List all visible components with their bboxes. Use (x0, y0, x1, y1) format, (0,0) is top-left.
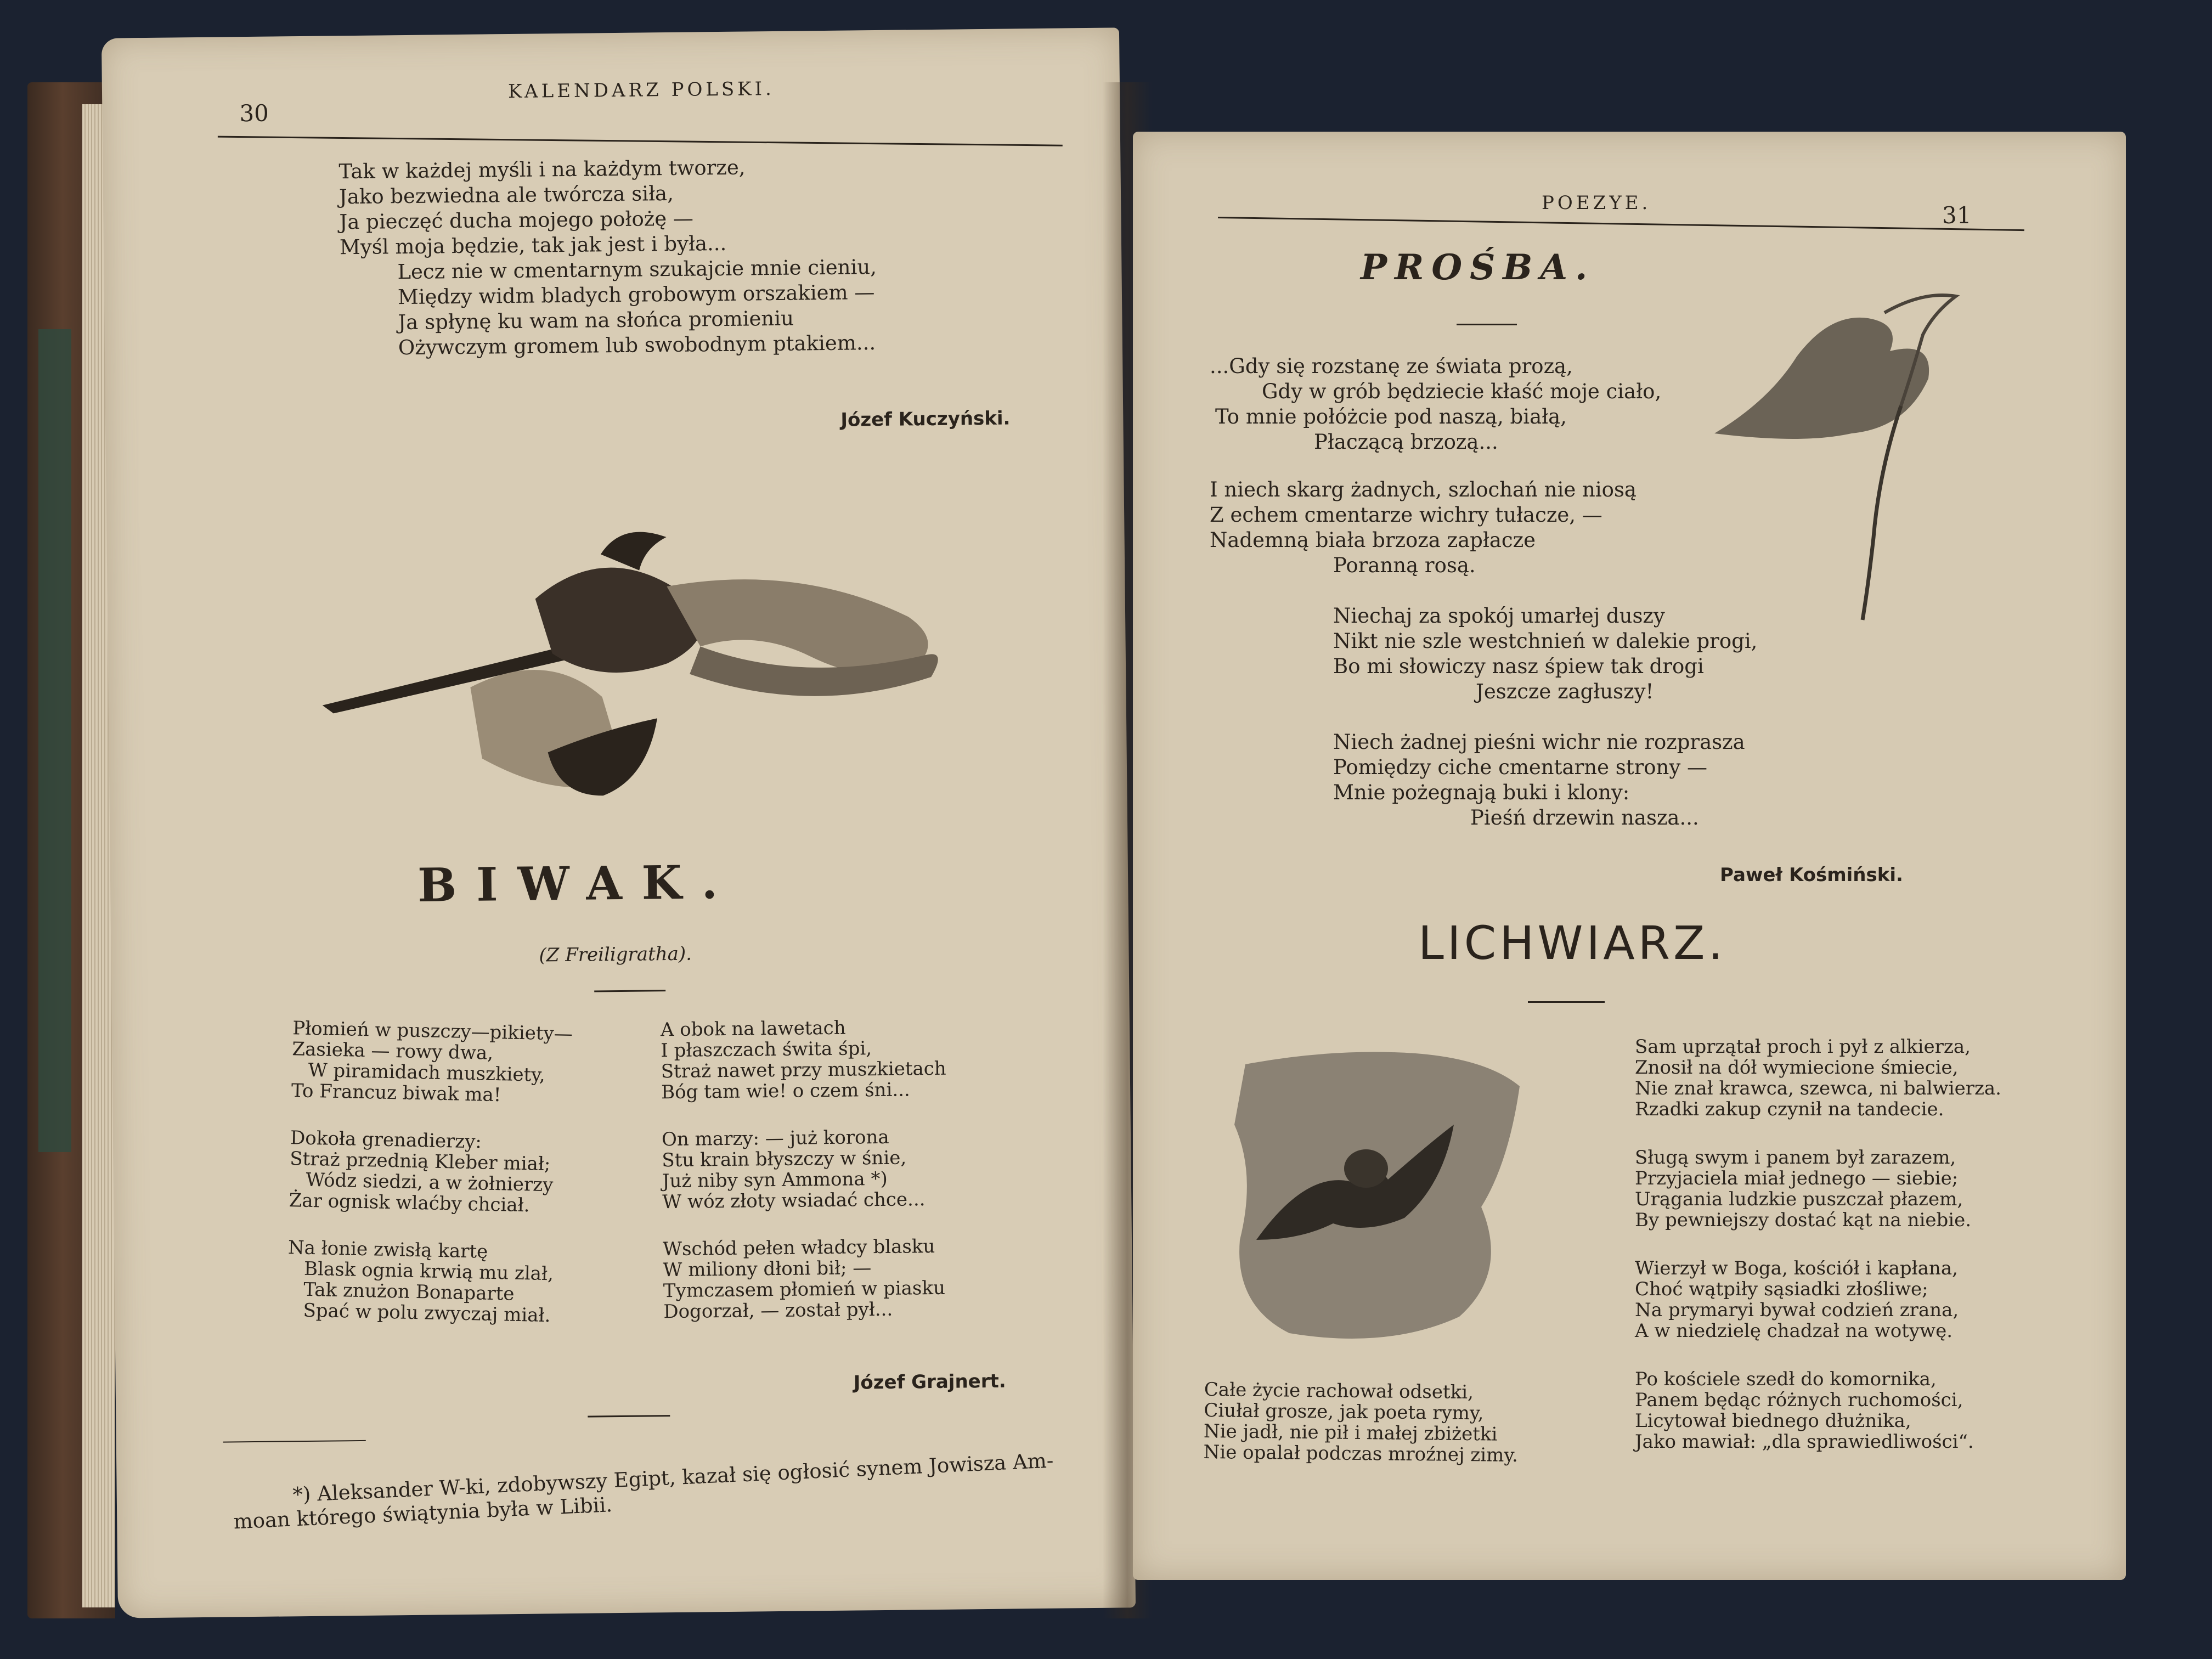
poem-line: Wschód pełen władcy blasku (662, 1235, 935, 1261)
poem-line: Urągania ludzkie puszczał płazem, (1635, 1188, 1963, 1210)
poem-line: W piramidach muszkiety, (308, 1059, 546, 1086)
poem-line: To Francuz biwak ma! (291, 1080, 501, 1107)
title-biwak: BIWAK. (417, 854, 738, 912)
poem-line: Wódz siedzi, a w żołnierzy (306, 1169, 554, 1197)
poem-line: Tymczasem płomień w piasku (663, 1277, 946, 1302)
poem-line: Gdy w grób będziecie kłaść moje ciało, (1262, 380, 1662, 403)
header-rule-left (218, 136, 1063, 146)
title-lichwiarz: LICHWIARZ. (1418, 916, 1726, 970)
poem-line: Ja pieczęć ducha mojego położę — (339, 206, 694, 234)
poem-line: Stu krain błyszczy w śnie, (662, 1147, 907, 1172)
footnote-rule (223, 1440, 366, 1443)
poem-line: W wóz złoty wsiadać chce... (662, 1188, 926, 1214)
poem-line: Pieśń drzewin nasza... (1470, 806, 1699, 830)
poem-line: Myśl moja będzie, tak jak jest i była... (339, 231, 727, 259)
poem-line: Żar ognisk wlaćby chciał. (289, 1189, 530, 1217)
left-page (101, 27, 1136, 1618)
poem-line: Sługą swym i panem był zarazem, (1635, 1147, 1956, 1169)
author-grajnert: Józef Grajnert. (853, 1370, 1006, 1394)
bat-illustration (1223, 1042, 1533, 1350)
poem-line: Straż przednią Kleber miał; (289, 1148, 551, 1176)
poem-line: Przyjaciela miał jednego — siebie; (1635, 1167, 1959, 1189)
poem-line: Ja spłynę ku wam na słońca promieniu (398, 306, 794, 335)
poem-line: Sam uprzątał proch i pył z alkierza, (1635, 1036, 1971, 1058)
poem-line: Blask ognia krwią mu zlał, (303, 1257, 554, 1285)
poem-line: Nikt nie szle westchnień w dalekie progi, (1333, 629, 1758, 653)
subtitle-freiligrath: (Z Freiligratha). (539, 943, 692, 967)
poem-line: Choć wątpiły sąsiadki złośliwe; (1635, 1278, 1928, 1300)
poem-line: On marzy: — już korona (661, 1126, 889, 1151)
poem-line: A obok na lawetach (660, 1017, 846, 1041)
poem-line: Ciułał grosze, jak poeta rymy, (1204, 1399, 1484, 1425)
poem-line: Niech żadnej pieśni wichr nie rozprasza (1333, 730, 1745, 754)
poem-line: Całe życie rachował odsetki, (1204, 1379, 1474, 1404)
poem-line: Na łonie zwisłą kartę (287, 1237, 488, 1263)
poem-line: Nie opalał podczas mroźnej zimy. (1203, 1441, 1519, 1466)
poem-line: Na prymaryi bywał codzień zrana, (1635, 1299, 1959, 1321)
poem-line: Między widm bladych grobowym orszakiem — (397, 280, 875, 309)
poem-line: Dokoła grenadierzy: (290, 1127, 482, 1153)
poem-line: Nie jadł, nie pił i małej zbiżetki (1203, 1420, 1498, 1446)
poem-line: Płaczącą brzozą... (1314, 430, 1498, 454)
leaf-illustration (1703, 291, 2011, 631)
poem-line: Po kościele szedł do komornika, (1635, 1368, 1937, 1390)
poem-line: Już niby syn Ammona *) (662, 1167, 888, 1193)
page-number-right: 31 (1942, 202, 1972, 229)
poem-line: W miliony dłoni bił; — (663, 1257, 872, 1282)
poem-line: Znosił na dół wymiecione śmiecie, (1635, 1057, 1959, 1079)
book-cover-strip (38, 329, 71, 1152)
poem-line: Straż nawet przy muszkietach (661, 1057, 946, 1083)
page-number-left: 30 (239, 99, 269, 127)
poem-line: Jako bezwiedna ale twórcza siła, (338, 181, 674, 209)
running-head-left: KALENDARZ POLSKI. (507, 77, 775, 103)
poem-line: Panem będąc różnych ruchomości, (1635, 1389, 1963, 1411)
footnote-line: *) Aleksander W-ki, zdobywszy Egipt, kazał się ogłosić synem Jowisza Am- (292, 1448, 1054, 1507)
end-rule (588, 1415, 670, 1418)
title-rule (1457, 324, 1517, 325)
poem-line: Poranną rosą. (1333, 554, 1476, 577)
poem-line: Jeszcze zagłuszy! (1476, 680, 1654, 703)
poem-line: Bo mi słowiczy nasz śpiew tak drogi (1333, 654, 1704, 678)
title-prosba: PROŚBA. (1361, 247, 1595, 288)
title-rule (594, 990, 665, 992)
poem-line: Tak znużon Bonaparte (303, 1278, 515, 1305)
poem-line: Zasieka — rowy dwa, (292, 1038, 494, 1064)
title-rule (1528, 1001, 1605, 1003)
poem-line: By pewniejszy dostać kąt na niebie. (1635, 1209, 1972, 1231)
poem-line: Ożywczym gromem lub swobodnym ptakiem... (398, 331, 876, 360)
header-rule-right (1218, 217, 2024, 231)
poem-line: Lecz nie w cmentarnym szukajcie mnie cieniu, (397, 255, 877, 284)
poem-line: Spać w polu zwyczaj miał. (303, 1299, 551, 1327)
poem-line: I płaszczach świta śpi, (661, 1037, 872, 1062)
running-head-right: POEZYE. (1542, 192, 1651, 214)
poem-line: Płomień w puszczy—pikiety— (292, 1017, 573, 1045)
poem-line: Pomiędzy ciche cmentarne strony — (1333, 755, 1708, 779)
poem-line: Licytował biednego dłużnika, (1635, 1410, 1911, 1432)
poem-line: Rzadki zakup czynił na tandecie. (1635, 1098, 1944, 1120)
footnote-line: moan którego świątynia była w Libii. (233, 1493, 613, 1534)
poem-line: Dogorzał, — został pył... (663, 1298, 893, 1323)
right-page (1133, 132, 2126, 1580)
author-kuczynski: Józef Kuczyński. (840, 407, 1011, 431)
poem-line: To mnie połóżcie pod naszą, białą, (1215, 405, 1567, 428)
poem-line: ...Gdy się rozstanę ze świata prozą, (1210, 354, 1573, 378)
author-kosminski: Paweł Kośmiński. (1720, 864, 1903, 886)
poem-line: I niech skarg żadnych, szlochań nie niosą (1210, 478, 1637, 501)
poem-line: Wierzył w Boga, kościół i kapłana, (1635, 1257, 1958, 1279)
poem-line: A w niedzielę chadzał na wotywę. (1635, 1320, 1953, 1342)
poem-line: Tak w każdej myśli i na każdym tworze, (338, 155, 746, 184)
poem-line: Jako mawiał: „dla sprawiedliwości“. (1635, 1431, 1974, 1453)
poem-line: Mnie pożegnają buki i klony: (1333, 781, 1630, 804)
poem-line: Bóg tam wie! o czem śni... (661, 1079, 910, 1104)
drum-fife-illustration (315, 516, 1075, 820)
poem-line: Z echem cmentarze wichry tułacze, — (1210, 503, 1602, 527)
poem-line: Nademną biała brzoza zapłacze (1210, 528, 1536, 552)
poem-line: Nie znał krawca, szewca, ni balwierza. (1635, 1077, 2001, 1099)
poem-line: Niechaj za spokój umarłej duszy (1333, 604, 1665, 628)
